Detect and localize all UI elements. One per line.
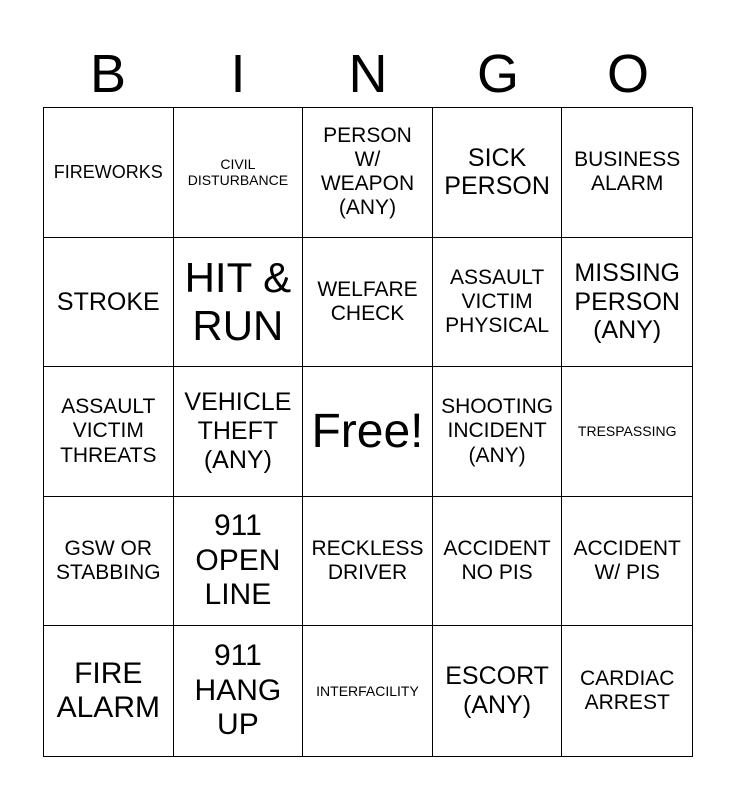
bingo-cell[interactable] — [562, 497, 692, 627]
header-letter-o: O — [606, 44, 649, 104]
bingo-cell-label: CARDIAC ARREST — [579, 667, 675, 715]
bingo-cell[interactable] — [174, 626, 304, 756]
bingo-cell-label: VEHICLE THEFT (ANY) — [184, 388, 292, 474]
bingo-cell-label: ESCORT (ANY) — [445, 662, 549, 720]
free-space-cell[interactable] — [303, 367, 433, 497]
bingo-cell-label: FIREWORKS — [53, 161, 163, 182]
bingo-cell-label: FIRE ALARM — [56, 656, 160, 725]
bingo-cell[interactable] — [433, 238, 563, 368]
bingo-cell[interactable] — [433, 626, 563, 756]
bingo-cell[interactable] — [303, 497, 433, 627]
bingo-cell[interactable] — [44, 367, 174, 497]
bingo-cell-label: SHOOTING INCIDENT (ANY) — [441, 395, 554, 467]
bingo-cell[interactable] — [562, 108, 692, 238]
bingo-cell[interactable] — [562, 367, 692, 497]
bingo-cell-label: PERSON W/ WEAPON (ANY) — [320, 124, 415, 220]
bingo-cell[interactable] — [303, 108, 433, 238]
bingo-cell-label: TRESPASSING — [577, 423, 677, 440]
bingo-cell-label: ACCIDENT W/ PIS — [573, 536, 681, 585]
bingo-cell-label: GSW OR STABBING — [55, 536, 161, 585]
bingo-cell[interactable] — [433, 108, 563, 238]
bingo-cell[interactable] — [44, 108, 174, 238]
bingo-cell-label: Free! — [311, 404, 424, 458]
bingo-cell[interactable] — [562, 238, 692, 368]
bingo-cell[interactable] — [433, 497, 563, 627]
bingo-cell[interactable] — [44, 626, 174, 756]
bingo-cell-label: WELFARE CHECK — [317, 277, 418, 325]
bingo-cell[interactable] — [174, 367, 304, 497]
bingo-cell-label: RECKLESS DRIVER — [311, 536, 424, 585]
bingo-cell-label: ACCIDENT NO PIS — [443, 536, 551, 585]
bingo-grid — [43, 107, 693, 757]
bingo-cell[interactable] — [303, 238, 433, 368]
header-letter-n: N — [348, 44, 388, 104]
header-letter-b: B — [89, 44, 127, 104]
bingo-cell-label: INTERFACILITY — [316, 683, 419, 700]
bingo-cell-label: STROKE — [56, 287, 160, 316]
bingo-cell-label: 911 OPEN LINE — [195, 509, 281, 612]
bingo-cell[interactable] — [174, 238, 304, 368]
bingo-cell-label: HIT & RUN — [184, 253, 292, 349]
bingo-header — [43, 40, 693, 108]
bingo-cell-label: ASSAULT VICTIM PHYSICAL — [445, 265, 550, 337]
header-letter-g: G — [476, 44, 519, 104]
bingo-cell-label: MISSING PERSON (ANY) — [574, 258, 680, 345]
header-letter-i: I — [230, 44, 246, 104]
bingo-cell[interactable] — [303, 626, 433, 756]
bingo-cell-label: BUSINESS ALARM — [574, 148, 681, 196]
bingo-cell[interactable] — [44, 238, 174, 368]
bingo-cell-label: 911 HANG UP — [194, 639, 282, 742]
bingo-cell[interactable] — [44, 497, 174, 627]
bingo-cell-label: CIVIL DISTURBANCE — [187, 156, 289, 189]
bingo-cell-label: SICK PERSON — [444, 143, 550, 201]
bingo-cell[interactable] — [433, 367, 563, 497]
bingo-cell[interactable] — [562, 626, 692, 756]
bingo-cell-label: ASSAULT VICTIM THREATS — [60, 395, 157, 467]
bingo-cell[interactable] — [174, 108, 304, 238]
bingo-cell[interactable] — [174, 497, 304, 627]
